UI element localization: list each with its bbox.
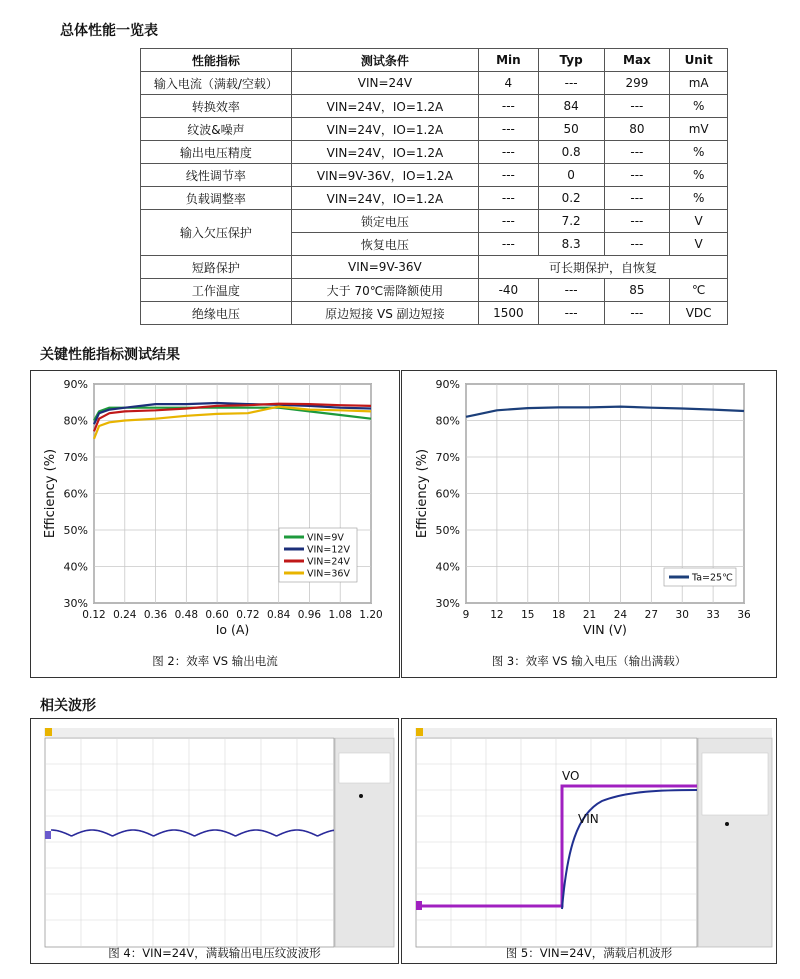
- cell-max: ---: [604, 302, 670, 325]
- legend-label: VIN=9V: [307, 532, 344, 544]
- table-row: [141, 279, 728, 302]
- cell-cond: VIN=24V，IO=1.2A: [291, 95, 478, 118]
- x-tick-label: 9: [462, 609, 470, 621]
- cell-typ: ---: [538, 279, 604, 302]
- cell-min: ---: [479, 187, 539, 210]
- fig5-caption: 图 5：VIN=24V，满载启机波形: [505, 946, 673, 960]
- cell-unit: VDC: [670, 302, 728, 325]
- ripple-scope-screen: [31, 719, 398, 963]
- cell-unit: %: [670, 164, 728, 187]
- cell-name: 输入欠压保护: [141, 210, 292, 256]
- cell-cond: 恢复电压: [291, 233, 478, 256]
- cell-unit: mA: [670, 72, 728, 95]
- cell-cond: VIN=24V，IO=1.2A: [291, 187, 478, 210]
- cell-unit: V: [670, 233, 728, 256]
- x-axis-label: VIN (V): [583, 622, 627, 637]
- cell-min: 1500: [479, 302, 539, 325]
- cell-cond: VIN=9V-36V: [291, 256, 478, 279]
- table-row: [141, 118, 728, 141]
- cell-min: -40: [479, 279, 539, 302]
- cell-min: ---: [479, 210, 539, 233]
- cell-min: ---: [479, 164, 539, 187]
- cell-typ: 7.2: [538, 210, 604, 233]
- cell-unit: %: [670, 141, 728, 164]
- y-tick-label: 80%: [435, 414, 460, 428]
- x-tick-label: 0.60: [205, 609, 229, 621]
- cell-typ: ---: [538, 302, 604, 325]
- y-tick-label: 60%: [435, 487, 460, 501]
- cell-max: 80: [604, 118, 670, 141]
- cell-name: 输出电压精度: [141, 141, 292, 164]
- cell-cond: 大于 70℃需降额使用: [291, 279, 478, 302]
- cell-cond: VIN=24V，IO=1.2A: [291, 118, 478, 141]
- y-tick-label: 60%: [63, 487, 88, 501]
- header-cell: 测试条件: [291, 49, 478, 72]
- y-tick-label: 70%: [63, 451, 88, 464]
- cell-cond: VIN=9V-36V，IO=1.2A: [291, 164, 478, 187]
- cell-typ: ---: [538, 72, 604, 95]
- cell-max: ---: [604, 141, 670, 164]
- x-tick-label: 15: [521, 609, 535, 621]
- table-row: [141, 210, 728, 233]
- cell-min: ---: [479, 233, 539, 256]
- y-tick-label: 40%: [435, 560, 460, 574]
- x-tick-label: 21: [582, 609, 597, 621]
- table-row: [141, 256, 728, 279]
- cell-typ: 50: [538, 118, 604, 141]
- y-tick-label: 50%: [63, 524, 88, 537]
- x-tick-label: 0.72: [236, 609, 260, 621]
- y-tick-label: 40%: [63, 560, 88, 574]
- table-row: [141, 95, 728, 118]
- cell-max: ---: [604, 210, 670, 233]
- cell-unit: V: [670, 210, 728, 233]
- charts-section-title: 关键性能指标测试结果: [40, 347, 180, 363]
- x-tick-label: 1.20: [359, 609, 383, 621]
- spec-table: [140, 48, 728, 325]
- cell-min: 4: [479, 72, 539, 95]
- y-tick-label: 30%: [63, 597, 88, 610]
- y-axis-label: Efficiency (%): [415, 448, 430, 539]
- cell-name: 工作温度: [141, 279, 292, 302]
- chart-panel-efficiency-vs-io: [30, 370, 400, 678]
- cell-typ: 0.8: [538, 141, 604, 164]
- header-cell: Max: [604, 49, 670, 72]
- cell-max: 299: [604, 72, 670, 95]
- header-cell: 性能指标: [141, 49, 292, 72]
- cell-max: 85: [604, 279, 670, 302]
- cell-name: 短路保护: [141, 256, 292, 279]
- efficiency-vs-vin-chart: [402, 371, 776, 677]
- y-tick-label: 70%: [435, 451, 460, 464]
- cell-typ: 8.3: [538, 233, 604, 256]
- table-row: [141, 302, 728, 325]
- table-row: [141, 164, 728, 187]
- cell-max: ---: [604, 233, 670, 256]
- x-tick-label: 0.36: [143, 609, 168, 621]
- x-tick-label: 27: [644, 609, 659, 621]
- legend-label: VIN=24V: [307, 556, 350, 568]
- cell-unit: %: [670, 95, 728, 118]
- x-tick-label: 12: [490, 609, 504, 621]
- cell-typ: 0.2: [538, 187, 604, 210]
- cell-typ: 0: [538, 164, 604, 187]
- fig3-caption: 图 3：效率 VS 输入电压（输出满载）: [491, 654, 687, 668]
- legend-label: VIN=12V: [307, 544, 350, 556]
- cell-name: 转换效率: [141, 95, 292, 118]
- x-tick-label: 36: [737, 609, 751, 621]
- table-row: [141, 187, 728, 210]
- cell-name: 线性调节率: [141, 164, 292, 187]
- x-tick-label: 18: [551, 609, 566, 621]
- vo-trace-label: VO: [562, 769, 580, 783]
- cell-max: ---: [604, 95, 670, 118]
- fig4-caption: 图 4：VIN=24V，满载输出电压纹波波形: [108, 946, 321, 960]
- header-cell: Typ: [538, 49, 604, 72]
- cell-unit: mV: [670, 118, 728, 141]
- waves-section-title: 相关波形: [40, 698, 96, 714]
- x-tick-label: 0.12: [82, 609, 106, 621]
- cell-max: ---: [604, 187, 670, 210]
- y-tick-label: 90%: [435, 378, 460, 391]
- cell-name: 绝缘电压: [141, 302, 292, 325]
- legend-label: Ta=25℃: [692, 572, 733, 584]
- y-axis-label: Efficiency (%): [43, 448, 58, 539]
- x-tick-label: 30: [675, 609, 689, 621]
- chart-panel-efficiency-vs-vin: [401, 370, 777, 678]
- x-tick-label: 0.24: [113, 609, 137, 621]
- cell-cond: 锁定电压: [291, 210, 478, 233]
- x-tick-label: 1.08: [328, 609, 352, 621]
- y-tick-label: 80%: [63, 414, 88, 428]
- cell-name: 输入电流（满载/空载）: [141, 72, 292, 95]
- efficiency-vs-io-chart: [31, 371, 399, 677]
- legend-label: VIN=36V: [307, 568, 350, 580]
- cell-min: ---: [479, 95, 539, 118]
- table-section-title: 总体性能一览表: [60, 23, 158, 39]
- y-tick-label: 50%: [435, 524, 460, 537]
- table-header-row: [141, 49, 728, 72]
- vin-trace-label: VIN: [578, 812, 599, 826]
- cell-name: 纹波&噪声: [141, 118, 292, 141]
- x-axis-label: Io (A): [215, 622, 250, 637]
- startup-scope-screen: [402, 719, 776, 963]
- x-tick-label: 0.96: [297, 609, 322, 621]
- cell-max: ---: [604, 164, 670, 187]
- cell-typ: 84: [538, 95, 604, 118]
- scope-panel-ripple: [30, 718, 399, 964]
- cell-unit: ℃: [670, 279, 728, 302]
- cell-merged-value: 可长期保护，自恢复: [479, 256, 728, 279]
- fig2-caption: 图 2：效率 VS 输出电流: [152, 654, 278, 668]
- table-row: [141, 72, 728, 95]
- cell-name: 负载调整率: [141, 187, 292, 210]
- header-cell: Unit: [670, 49, 728, 72]
- cell-cond: VIN=24V: [291, 72, 478, 95]
- cell-cond: VIN=24V，IO=1.2A: [291, 141, 478, 164]
- cell-unit: %: [670, 187, 728, 210]
- cell-min: ---: [479, 118, 539, 141]
- cell-cond: 原边短接 VS 副边短接: [291, 302, 478, 325]
- cell-min: ---: [479, 141, 539, 164]
- x-tick-label: 24: [613, 609, 628, 621]
- header-cell: Min: [479, 49, 539, 72]
- x-tick-label: 0.48: [174, 609, 199, 621]
- table-row: [141, 141, 728, 164]
- x-tick-label: 33: [706, 609, 720, 621]
- y-tick-label: 30%: [435, 597, 460, 610]
- y-tick-label: 90%: [63, 378, 88, 391]
- x-tick-label: 0.84: [266, 609, 291, 621]
- scope-panel-startup: [401, 718, 777, 964]
